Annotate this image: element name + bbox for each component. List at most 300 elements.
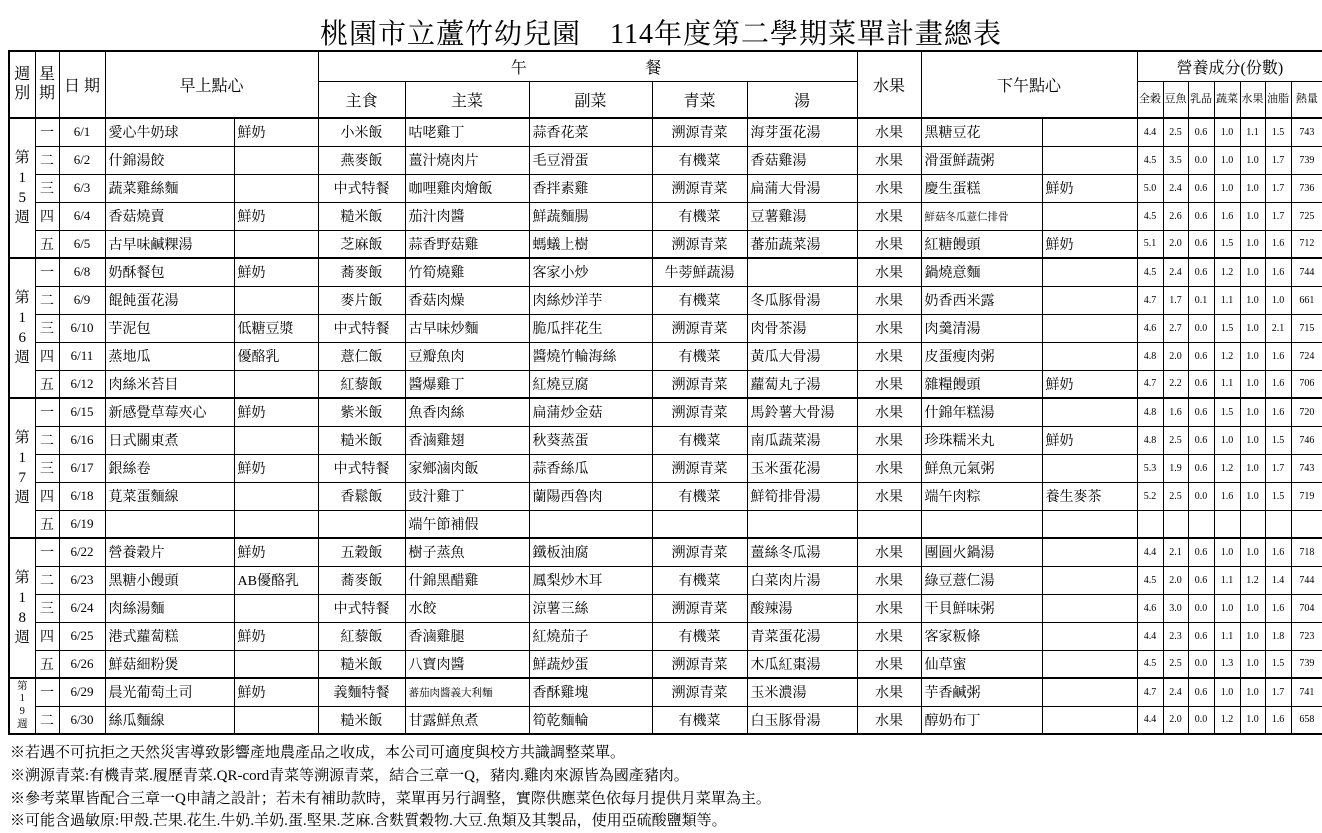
cell-main-dish: 家鄉滷肉飯 — [405, 454, 529, 482]
cell-nutrition: 0.6 — [1188, 230, 1214, 258]
cell-soup — [747, 258, 857, 286]
cell-nutrition: 2.0 — [1163, 342, 1188, 370]
cell-vegetable: 有機菜 — [652, 342, 747, 370]
cell-nutrition — [1188, 510, 1214, 538]
cell-date: 6/25 — [59, 622, 105, 650]
cell-nutrition: 5.3 — [1137, 454, 1163, 482]
cell-morning-snack: 什錦湯餃 — [105, 146, 234, 174]
cell-nutrition: 3.5 — [1163, 146, 1188, 174]
cell-nutrition: 706 — [1291, 370, 1322, 398]
cell-nutrition: 1.2 — [1240, 566, 1265, 594]
page-title: 桃園市立蘆竹幼兒園 114年度第二學期菜單計畫總表 — [320, 19, 1002, 50]
cell-date: 6/23 — [59, 566, 105, 594]
cell-date: 6/16 — [59, 426, 105, 454]
cell-morning-drink — [234, 426, 318, 454]
cell-nutrition: 744 — [1291, 566, 1322, 594]
cell-fruit: 水果 — [857, 314, 921, 342]
cell-soup: 薑絲冬瓜湯 — [747, 538, 857, 566]
cell-nutrition: 715 — [1291, 314, 1322, 342]
cell-afternoon-drink — [1042, 706, 1137, 734]
cell-staple: 糙米飯 — [318, 202, 405, 230]
cell-afternoon-drink — [1042, 342, 1137, 370]
cell-vegetable: 有機菜 — [652, 482, 747, 510]
cell-nutrition: 0.0 — [1188, 146, 1214, 174]
cell-soup: 黃瓜大骨湯 — [747, 342, 857, 370]
cell-date: 6/19 — [59, 510, 105, 538]
cell-nutrition: 2.7 — [1163, 314, 1188, 342]
cell-side-dish — [529, 510, 652, 538]
cell-afternoon-drink — [1042, 202, 1137, 230]
cell-nutrition: 2.5 — [1163, 650, 1188, 678]
cell-fruit: 水果 — [857, 622, 921, 650]
cell-afternoon-snack: 芋香鹹粥 — [921, 678, 1042, 706]
cell-nutrition: 1.0 — [1240, 678, 1265, 706]
cell-nutrition: 1.1 — [1214, 622, 1240, 650]
cell-nutrition: 0.6 — [1188, 258, 1214, 286]
cell-nutrition: 724 — [1291, 342, 1322, 370]
cell-main-dish: 魚香肉絲 — [405, 398, 529, 426]
cell-nutrition: 1.0 — [1240, 706, 1265, 734]
cell-afternoon-drink — [1042, 146, 1137, 174]
header-nutrition-calories: 熱量 — [1291, 81, 1322, 118]
cell-afternoon-drink — [1042, 594, 1137, 622]
cell-afternoon-snack: 黑糖豆花 — [921, 118, 1042, 146]
footnote: ※若遇不可抗拒之天然災害導致影響產地農產品之收成，本公司可適度與校方共識調整菜單。 — [10, 745, 626, 761]
cell-morning-snack: 古早味鹹粿湯 — [105, 230, 234, 258]
cell-nutrition: 1.6 — [1265, 370, 1291, 398]
cell-afternoon-drink — [1042, 538, 1137, 566]
cell-nutrition: 658 — [1291, 706, 1322, 734]
cell-afternoon-drink: 養生麥茶 — [1042, 482, 1137, 510]
cell-afternoon-snack: 滑蛋鮮蔬粥 — [921, 146, 1042, 174]
cell-main-dish: 古早味炒麵 — [405, 314, 529, 342]
cell-staple: 紫米飯 — [318, 398, 405, 426]
cell-nutrition: 712 — [1291, 230, 1322, 258]
cell-nutrition: 1.6 — [1214, 482, 1240, 510]
cell-morning-snack: 晨光葡萄土司 — [105, 678, 234, 706]
cell-nutrition: 718 — [1291, 538, 1322, 566]
cell-fruit: 水果 — [857, 650, 921, 678]
cell-fruit: 水果 — [857, 342, 921, 370]
cell-nutrition: 1.6 — [1265, 706, 1291, 734]
header-main-dish: 主菜 — [405, 81, 529, 118]
cell-soup: 蕃茄蔬菜湯 — [747, 230, 857, 258]
cell-weekday: 三 — [35, 454, 59, 482]
cell-nutrition: 4.5 — [1137, 202, 1163, 230]
cell-morning-snack: 營養穀片 — [105, 538, 234, 566]
cell-date: 6/18 — [59, 482, 105, 510]
cell-vegetable: 有機菜 — [652, 426, 747, 454]
cell-morning-snack: 港式蘿蔔糕 — [105, 622, 234, 650]
cell-date: 6/10 — [59, 314, 105, 342]
cell-staple: 五穀飯 — [318, 538, 405, 566]
cell-nutrition: 661 — [1291, 286, 1322, 314]
cell-afternoon-snack: 紅糖饅頭 — [921, 230, 1042, 258]
cell-nutrition: 5.2 — [1137, 482, 1163, 510]
cell-afternoon-snack: 什錦年糕湯 — [921, 398, 1042, 426]
cell-nutrition: 1.0 — [1214, 174, 1240, 202]
cell-fruit: 水果 — [857, 482, 921, 510]
cell-nutrition: 1.7 — [1265, 146, 1291, 174]
cell-morning-drink: 鮮奶 — [234, 678, 318, 706]
cell-morning-snack: 莧菜蛋麵線 — [105, 482, 234, 510]
cell-morning-snack: 蒸地瓜 — [105, 342, 234, 370]
cell-soup: 玉米濃湯 — [747, 678, 857, 706]
cell-nutrition: 719 — [1291, 482, 1322, 510]
cell-nutrition: 4.5 — [1137, 146, 1163, 174]
cell-nutrition: 1.0 — [1240, 230, 1265, 258]
cell-staple: 紅藜飯 — [318, 370, 405, 398]
cell-nutrition: 1.5 — [1265, 118, 1291, 146]
cell-nutrition: 1.0 — [1240, 314, 1265, 342]
cell-soup: 木瓜紅棗湯 — [747, 650, 857, 678]
cell-nutrition: 1.0 — [1240, 594, 1265, 622]
cell-nutrition: 2.0 — [1163, 566, 1188, 594]
cell-main-dish: 香滷雞翅 — [405, 426, 529, 454]
header-nutrition-fruit: 水果 — [1240, 81, 1265, 118]
cell-soup: 白玉豚骨湯 — [747, 706, 857, 734]
cell-nutrition — [1265, 510, 1291, 538]
cell-nutrition: 1.2 — [1214, 342, 1240, 370]
cell-morning-drink: 鮮奶 — [234, 258, 318, 286]
cell-nutrition: 1.6 — [1265, 230, 1291, 258]
cell-nutrition: 2.4 — [1163, 174, 1188, 202]
cell-soup: 白菜肉片湯 — [747, 566, 857, 594]
cell-weekday: 二 — [35, 146, 59, 174]
cell-main-dish: 香菇肉燥 — [405, 286, 529, 314]
week-label: 第 1 5 週 — [9, 118, 35, 258]
cell-nutrition: 1.6 — [1214, 202, 1240, 230]
cell-fruit: 水果 — [857, 370, 921, 398]
cell-weekday: 二 — [35, 706, 59, 734]
cell-fruit: 水果 — [857, 706, 921, 734]
cell-nutrition: 1.5 — [1214, 398, 1240, 426]
footnotes — [10, 743, 1322, 833]
cell-nutrition: 4.5 — [1137, 650, 1163, 678]
cell-date: 6/29 — [59, 678, 105, 706]
cell-nutrition: 1.1 — [1214, 286, 1240, 314]
cell-date: 6/5 — [59, 230, 105, 258]
cell-staple: 燕麥飯 — [318, 146, 405, 174]
cell-vegetable: 有機菜 — [652, 286, 747, 314]
cell-fruit: 水果 — [857, 538, 921, 566]
cell-main-dish: 樹子蒸魚 — [405, 538, 529, 566]
cell-nutrition — [1240, 510, 1265, 538]
cell-afternoon-drink — [1042, 622, 1137, 650]
cell-afternoon-snack: 珍珠糯米丸 — [921, 426, 1042, 454]
cell-staple: 義麵特餐 — [318, 678, 405, 706]
cell-morning-drink — [234, 594, 318, 622]
cell-staple — [318, 510, 405, 538]
header-staple: 主食 — [318, 81, 405, 118]
cell-side-dish: 肉絲炒洋芋 — [529, 286, 652, 314]
cell-nutrition: 2.6 — [1163, 202, 1188, 230]
cell-side-dish: 脆瓜拌花生 — [529, 314, 652, 342]
cell-morning-snack — [105, 510, 234, 538]
cell-nutrition: 2.0 — [1163, 230, 1188, 258]
cell-nutrition: 1.7 — [1163, 286, 1188, 314]
cell-morning-drink — [234, 482, 318, 510]
cell-morning-drink — [234, 706, 318, 734]
cell-main-dish: 什錦黑醋雞 — [405, 566, 529, 594]
cell-nutrition: 2.4 — [1163, 258, 1188, 286]
cell-morning-drink: 鮮奶 — [234, 622, 318, 650]
cell-afternoon-snack: 肉羹清湯 — [921, 314, 1042, 342]
cell-afternoon-snack — [921, 510, 1042, 538]
cell-fruit: 水果 — [857, 594, 921, 622]
cell-side-dish: 客家小炒 — [529, 258, 652, 286]
cell-morning-snack: 日式關東煮 — [105, 426, 234, 454]
cell-morning-snack: 愛心牛奶球 — [105, 118, 234, 146]
cell-nutrition: 2.3 — [1163, 622, 1188, 650]
cell-nutrition: 1.2 — [1214, 706, 1240, 734]
cell-nutrition: 1.4 — [1265, 566, 1291, 594]
cell-nutrition: 736 — [1291, 174, 1322, 202]
cell-afternoon-drink — [1042, 258, 1137, 286]
cell-weekday: 四 — [35, 622, 59, 650]
cell-nutrition: 1.7 — [1265, 454, 1291, 482]
cell-nutrition: 4.7 — [1137, 286, 1163, 314]
week-label: 第 1 7 週 — [9, 398, 35, 538]
cell-staple: 紅藜飯 — [318, 622, 405, 650]
cell-weekday: 五 — [35, 650, 59, 678]
cell-afternoon-snack: 端午肉粽 — [921, 482, 1042, 510]
cell-nutrition: 1.0 — [1214, 594, 1240, 622]
cell-soup: 酸辣湯 — [747, 594, 857, 622]
cell-morning-drink: 鮮奶 — [234, 202, 318, 230]
cell-fruit: 水果 — [857, 258, 921, 286]
cell-nutrition: 743 — [1291, 454, 1322, 482]
cell-afternoon-snack: 綠豆薏仁湯 — [921, 566, 1042, 594]
cell-vegetable — [652, 510, 747, 538]
cell-date: 6/9 — [59, 286, 105, 314]
cell-afternoon-drink — [1042, 678, 1137, 706]
cell-date: 6/17 — [59, 454, 105, 482]
cell-date: 6/3 — [59, 174, 105, 202]
cell-afternoon-snack: 雜糧饅頭 — [921, 370, 1042, 398]
cell-main-dish: 蒜香野菇雞 — [405, 230, 529, 258]
cell-morning-snack: 肉絲湯麵 — [105, 594, 234, 622]
cell-nutrition: 1.6 — [1265, 594, 1291, 622]
cell-afternoon-snack: 皮蛋瘦肉粥 — [921, 342, 1042, 370]
cell-side-dish: 香拌素雞 — [529, 174, 652, 202]
cell-main-dish: 香滷雞腿 — [405, 622, 529, 650]
cell-side-dish: 紅燒豆腐 — [529, 370, 652, 398]
cell-nutrition: 743 — [1291, 118, 1322, 146]
cell-nutrition: 4.5 — [1137, 566, 1163, 594]
cell-morning-drink: 優酪乳 — [234, 342, 318, 370]
cell-main-dish: 甘露鮮魚煮 — [405, 706, 529, 734]
week-label: 第 1 6 週 — [9, 258, 35, 398]
cell-afternoon-snack: 鮮魚元氣粥 — [921, 454, 1042, 482]
cell-nutrition: 1.0 — [1265, 286, 1291, 314]
cell-nutrition — [1291, 510, 1322, 538]
cell-morning-drink: 鮮奶 — [234, 118, 318, 146]
cell-nutrition: 1.0 — [1240, 622, 1265, 650]
cell-staple: 中式特餐 — [318, 314, 405, 342]
cell-fruit: 水果 — [857, 678, 921, 706]
cell-fruit: 水果 — [857, 426, 921, 454]
cell-nutrition: 4.6 — [1137, 594, 1163, 622]
menu-table — [8, 50, 1322, 735]
cell-vegetable: 有機菜 — [652, 622, 747, 650]
cell-side-dish: 毛豆滑蛋 — [529, 146, 652, 174]
cell-nutrition: 2.2 — [1163, 370, 1188, 398]
cell-vegetable: 溯源青菜 — [652, 538, 747, 566]
cell-nutrition: 1.5 — [1265, 426, 1291, 454]
cell-nutrition: 1.0 — [1240, 370, 1265, 398]
cell-fruit — [857, 510, 921, 538]
header-nutrition: 營養成分(份數) — [1137, 51, 1322, 81]
cell-nutrition: 746 — [1291, 426, 1322, 454]
cell-main-dish: 水餃 — [405, 594, 529, 622]
cell-morning-snack: 香菇燒賣 — [105, 202, 234, 230]
cell-nutrition: 1.0 — [1214, 426, 1240, 454]
cell-nutrition: 0.6 — [1188, 398, 1214, 426]
cell-nutrition: 1.1 — [1214, 566, 1240, 594]
cell-soup: 海芽蛋花湯 — [747, 118, 857, 146]
cell-nutrition: 1.0 — [1214, 146, 1240, 174]
cell-nutrition: 1.0 — [1240, 258, 1265, 286]
cell-morning-drink — [234, 370, 318, 398]
cell-date: 6/15 — [59, 398, 105, 426]
cell-staple: 糙米飯 — [318, 706, 405, 734]
cell-weekday: 二 — [35, 286, 59, 314]
cell-afternoon-snack: 鮮菇冬瓜薏仁排骨 — [921, 202, 1042, 230]
cell-morning-snack: 芋泥包 — [105, 314, 234, 342]
header-side-dish: 副菜 — [529, 81, 652, 118]
cell-weekday: 四 — [35, 342, 59, 370]
cell-nutrition: 0.6 — [1188, 454, 1214, 482]
cell-vegetable: 有機菜 — [652, 566, 747, 594]
cell-soup: 豆薯雞湯 — [747, 202, 857, 230]
cell-nutrition: 0.0 — [1188, 594, 1214, 622]
cell-nutrition: 4.5 — [1137, 258, 1163, 286]
cell-nutrition: 1.7 — [1265, 174, 1291, 202]
cell-weekday: 三 — [35, 314, 59, 342]
cell-weekday: 一 — [35, 538, 59, 566]
cell-morning-drink — [234, 650, 318, 678]
cell-date: 6/8 — [59, 258, 105, 286]
cell-vegetable: 溯源青菜 — [652, 370, 747, 398]
cell-weekday: 三 — [35, 594, 59, 622]
cell-nutrition: 1.5 — [1214, 230, 1240, 258]
cell-afternoon-drink: 鮮奶 — [1042, 426, 1137, 454]
cell-nutrition: 5.0 — [1137, 174, 1163, 202]
header-nutrition-fat: 油脂 — [1265, 81, 1291, 118]
cell-nutrition: 1.2 — [1214, 454, 1240, 482]
cell-nutrition: 4.7 — [1137, 678, 1163, 706]
cell-morning-snack: 蔬菜雞絲麵 — [105, 174, 234, 202]
cell-nutrition: 0.6 — [1188, 342, 1214, 370]
cell-fruit: 水果 — [857, 230, 921, 258]
cell-side-dish: 鮮蔬炒蛋 — [529, 650, 652, 678]
cell-side-dish: 蒜香花菜 — [529, 118, 652, 146]
cell-nutrition: 1.0 — [1240, 286, 1265, 314]
cell-weekday: 四 — [35, 482, 59, 510]
header-nutrition-vegetable: 蔬菜 — [1214, 81, 1240, 118]
cell-weekday: 一 — [35, 678, 59, 706]
header-nutrition-grain: 全穀 — [1137, 81, 1163, 118]
cell-afternoon-snack: 奶香西米露 — [921, 286, 1042, 314]
header-vegetable: 青菜 — [652, 81, 747, 118]
cell-afternoon-snack: 醇奶布丁 — [921, 706, 1042, 734]
cell-nutrition: 4.8 — [1137, 426, 1163, 454]
cell-main-dish: 茄汁肉醬 — [405, 202, 529, 230]
footnote: ※可能含過敏原:甲殼.芒果.花生.牛奶.羊奶.蛋.堅果.芝麻.含麩質穀物.大豆.魚類及其製品，使用亞硫酸鹽類等。 — [10, 813, 727, 830]
cell-nutrition: 739 — [1291, 146, 1322, 174]
cell-vegetable: 有機菜 — [652, 202, 747, 230]
cell-nutrition: 2.5 — [1163, 118, 1188, 146]
cell-vegetable: 溯源青菜 — [652, 678, 747, 706]
cell-afternoon-drink — [1042, 118, 1137, 146]
cell-staple: 小米飯 — [318, 118, 405, 146]
cell-nutrition: 1.6 — [1163, 398, 1188, 426]
cell-weekday: 五 — [35, 510, 59, 538]
cell-nutrition: 4.4 — [1137, 538, 1163, 566]
cell-soup: 南瓜蔬菜湯 — [747, 426, 857, 454]
cell-nutrition: 0.0 — [1188, 482, 1214, 510]
cell-vegetable: 牛蒡鮮蔬湯 — [652, 258, 747, 286]
cell-nutrition: 4.7 — [1137, 370, 1163, 398]
cell-nutrition: 744 — [1291, 258, 1322, 286]
cell-staple: 芝麻飯 — [318, 230, 405, 258]
cell-date: 6/1 — [59, 118, 105, 146]
cell-fruit: 水果 — [857, 118, 921, 146]
cell-morning-drink — [234, 510, 318, 538]
cell-morning-drink: 低糖豆漿 — [234, 314, 318, 342]
cell-staple: 麥片飯 — [318, 286, 405, 314]
cell-nutrition: 1.7 — [1265, 202, 1291, 230]
cell-fruit: 水果 — [857, 566, 921, 594]
cell-nutrition: 2.0 — [1163, 706, 1188, 734]
header-nutrition-protein: 豆魚 — [1163, 81, 1188, 118]
cell-side-dish: 鮮蔬麵腸 — [529, 202, 652, 230]
cell-morning-snack: 絲瓜麵線 — [105, 706, 234, 734]
header-nutrition-dairy: 乳品 — [1188, 81, 1214, 118]
cell-staple: 糙米飯 — [318, 650, 405, 678]
cell-nutrition: 5.1 — [1137, 230, 1163, 258]
cell-main-dish: 豆瓣魚肉 — [405, 342, 529, 370]
header-lunch: 午 餐 — [318, 51, 857, 81]
cell-weekday: 二 — [35, 426, 59, 454]
cell-main-dish: 竹筍燒雞 — [405, 258, 529, 286]
cell-afternoon-drink: 鮮奶 — [1042, 370, 1137, 398]
cell-date: 6/12 — [59, 370, 105, 398]
cell-side-dish: 扁蒲炒金菇 — [529, 398, 652, 426]
cell-vegetable: 有機菜 — [652, 706, 747, 734]
cell-nutrition: 0.0 — [1188, 650, 1214, 678]
cell-soup — [747, 510, 857, 538]
cell-date: 6/24 — [59, 594, 105, 622]
cell-main-dish: 薑汁燒肉片 — [405, 146, 529, 174]
cell-morning-snack: 肉絲米苔目 — [105, 370, 234, 398]
cell-morning-drink — [234, 174, 318, 202]
cell-soup: 冬瓜豚骨湯 — [747, 286, 857, 314]
header-afternoon-snack: 下午點心 — [921, 51, 1137, 118]
cell-side-dish: 蒜香絲瓜 — [529, 454, 652, 482]
cell-afternoon-drink: 鮮奶 — [1042, 230, 1137, 258]
cell-side-dish: 螞蟻上樹 — [529, 230, 652, 258]
cell-morning-snack: 銀絲卷 — [105, 454, 234, 482]
cell-morning-snack: 黑糖小饅頭 — [105, 566, 234, 594]
cell-nutrition: 1.0 — [1240, 174, 1265, 202]
cell-morning-snack: 鮮菇細粉煲 — [105, 650, 234, 678]
cell-afternoon-drink — [1042, 454, 1137, 482]
header-week: 週別 — [9, 51, 35, 118]
cell-weekday: 一 — [35, 258, 59, 286]
cell-fruit: 水果 — [857, 146, 921, 174]
